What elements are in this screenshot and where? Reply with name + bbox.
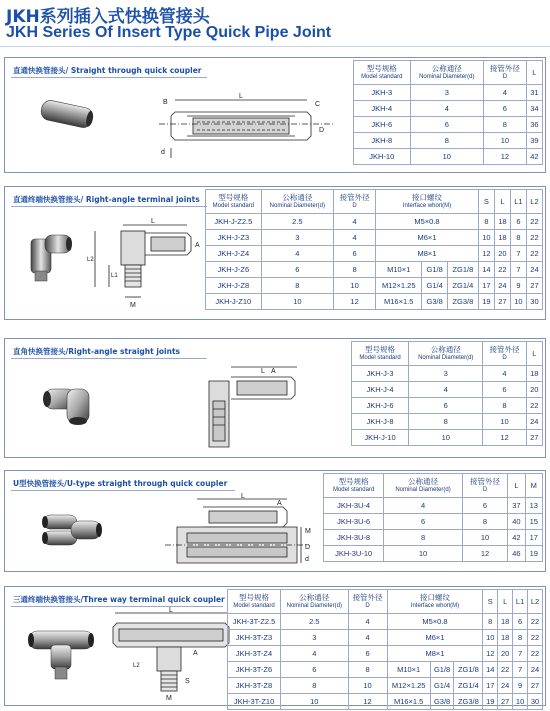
table-row: JKH-3U-10 10 12 46 19 [324, 546, 543, 562]
dim-label: L [239, 93, 243, 100]
spec-table-u-type: 型号规格 Model standard 公称通径 Nominal Diameter(d) 接管外径 D L M JKH-3U-4 4 6 37 13 JKH-3U-6 6 8 40 15 JKH-3U-8 8 10 42 17 JKH-3U-10 10 12 46 19 [323, 473, 543, 562]
table-row: JKH-J-Z10 10 12 M16×1.5 G3/8 ZG3/8 19 27 10 30 [206, 294, 543, 310]
dim-label: D [319, 127, 325, 134]
dim-label: A [195, 242, 200, 249]
table-row: JKH-3 3 4 31 [354, 85, 543, 101]
section-straight-through [4, 57, 546, 173]
section-right-angle-straight [4, 338, 546, 458]
section-u-type [4, 470, 546, 572]
section-label-underline [11, 490, 235, 491]
table-row: JKH-J-Z8 8 10 M12×1.25 G1/4 ZG1/4 17 24 9 27 [206, 278, 543, 294]
right-angle-straight-photo [39, 375, 109, 431]
dim-label: L [261, 368, 265, 375]
dim-label: L [169, 607, 173, 614]
table-row: JKH-J-8 8 10 24 [352, 414, 543, 430]
table-row: JKH-J-Z4 4 6 M8×1 12 20 7 22 [206, 246, 543, 262]
section-label-underline [11, 206, 207, 207]
dim-label: L [241, 493, 245, 500]
section-right-angle-terminal [4, 186, 546, 320]
dim-label: D [305, 544, 311, 551]
section-three-way-terminal [4, 586, 546, 706]
three-way-photo [25, 621, 97, 685]
dim-label: d [305, 556, 309, 563]
section-label: 三通终端快换管接头/Three way terminal quick coupler [13, 595, 225, 604]
table-row: JKH-3T-Z10 10 12 M16×1.5 G3/8 ZG3/8 19 27 10 30 [228, 694, 543, 710]
section-label-underline [11, 77, 207, 78]
title-divider [0, 46, 550, 47]
dim-label: L2 [133, 663, 140, 669]
table-row: JKH-J-Z3 3 4 M6×1 10 18 8 22 [206, 230, 543, 246]
u-type-photo [37, 505, 107, 557]
dim-label: L2 [87, 257, 94, 263]
table-row: JKH-4 4 6 34 [354, 101, 543, 117]
table-row: JKH-J-4 4 6 20 [352, 382, 543, 398]
dim-label: L1 [111, 273, 118, 279]
dim-label: A [193, 650, 198, 657]
dim-label: d [161, 149, 165, 156]
table-row: JKH-8 8 10 39 [354, 133, 543, 149]
right-angle-terminal-photo [17, 225, 81, 285]
dim-label: A [277, 500, 282, 507]
table-row: JKH-J-10 10 12 27 [352, 430, 543, 446]
right-angle-straight-drawing [201, 361, 301, 453]
section-label-underline [11, 358, 207, 359]
table-row: JKH-J-Z6 6 8 M10×1 G1/8 ZG1/8 14 22 7 24 [206, 262, 543, 278]
table-row: JKH-6 6 8 36 [354, 117, 543, 133]
table-row: JKH-J-3 3 4 18 [352, 366, 543, 382]
spec-table-straight: 型号规格 Model standard 公称通径 Nominal Diameter(d) 接管外径 D L JKH-3 3 4 31 JKH-4 4 6 34 JKH-6 6 8 36 JKH-8 8 10 39 JKH-10 10 12 42 [353, 60, 543, 165]
spec-table-right-angle-terminal: 型号规格 Model standard 公称通径 Nominal Diameter(d) 接管外径 D 接口螺纹 Interface whorl(M) S L L1 L2 JKH-J-Z2.5 2.5 4 M5×0.8 8 18 6 22 JKH-J-Z3 3 4 M6×1 10 18 8 22 JKH-J-Z4 4 6 M8×1 12 20 7 22 JKH-J-Z6 6 8 M10×1 G1/8 ZG1/8 14 22 7 24 JKH-J-Z8 8 10 M12×1.25 G1/4 ZG1/4 17 24 9 27 JKH-J-Z10 10 12 M16×1.5 G3/8 ZG3/8 19 27 10 30 [205, 189, 543, 310]
dim-label: M [130, 302, 136, 309]
section-label: 直角快换管接头/Right-angle straight joints [13, 347, 180, 356]
dim-label: A [271, 368, 276, 375]
table-row: JKH-3T-Z2.5 2.5 4 M5×0.8 8 18 6 22 [228, 614, 543, 630]
table-row: JKH-3T-Z4 4 6 M8×1 12 20 7 22 [228, 646, 543, 662]
section-label: 直通快换管接头/ Straight through quick coupler [13, 66, 202, 75]
section-label: 直通终端快换管接头/ Right-angle terminal joints [13, 195, 200, 204]
page-title-cn: JKH系列插入式快换管接头 [6, 7, 210, 27]
dim-label: M [166, 695, 172, 702]
section-label: U型快换管接头/U-type straight through quick coupler [13, 479, 228, 488]
table-row: JKH-J-6 6 8 22 [352, 398, 543, 414]
page-title-en: JKH Series Of Insert Type Quick Pipe Joint [6, 24, 332, 41]
three-way-drawing [109, 607, 233, 703]
dim-label: C [315, 101, 321, 108]
straight-coupler-photo [35, 93, 99, 135]
dim-label: B [163, 99, 168, 106]
spec-table-right-angle-straight: 型号规格 Model standard 公称通径 Nominal Diameter(d) 接管外径 D L JKH-J-3 3 4 18 JKH-J-4 4 6 20 JKH-J-6 6 8 22 JKH-J-8 8 10 24 JKH-J-10 10 12 27 [351, 341, 543, 446]
spec-table-three-way: 型号规格 Model standard 公称通径 Nominal Diameter(d) 接管外径 D 接口螺纹 Interface whorl(M) S L L1 L2 JKH-3T-Z2.5 2.5 4 M5×0.8 8 18 6 22 JKH-3T-Z3 3 4 M6×1 10 18 8 22 JKH-3T-Z4 4 6 M8×1 12 20 7 22 JKH-3T-Z6 6 8 M10×1 G1/8 ZG1/8 14 22 7 24 JKH-3T-Z8 8 10 M12×1.25 G1/4 ZG1/4 17 24 9 27 JKH-3T-Z10 10 12 M16×1.5 G3/8 ZG3/8 19 27 10 30 [227, 589, 543, 710]
straight-coupler-drawing [157, 88, 337, 164]
dim-label: L [151, 218, 155, 225]
table-row: JKH-3T-Z8 8 10 M12×1.25 G1/4 ZG1/4 17 24 9 27 [228, 678, 543, 694]
table-row: JKH-3U-4 4 6 37 13 [324, 498, 543, 514]
table-row: JKH-10 10 12 42 [354, 149, 543, 165]
dim-label: M [305, 528, 311, 535]
table-row: JKH-J-Z2.5 2.5 4 M5×0.8 8 18 6 22 [206, 214, 543, 230]
table-row: JKH-3T-Z3 3 4 M6×1 10 18 8 22 [228, 630, 543, 646]
table-row: JKH-3U-6 6 8 40 15 [324, 514, 543, 530]
table-row: JKH-3U-8 8 10 42 17 [324, 530, 543, 546]
dim-label: S [185, 678, 190, 685]
u-type-drawing [157, 493, 317, 571]
table-row: JKH-3T-Z6 6 8 M10×1 G1/8 ZG1/8 14 22 7 24 [228, 662, 543, 678]
right-angle-terminal-drawing [87, 217, 205, 315]
